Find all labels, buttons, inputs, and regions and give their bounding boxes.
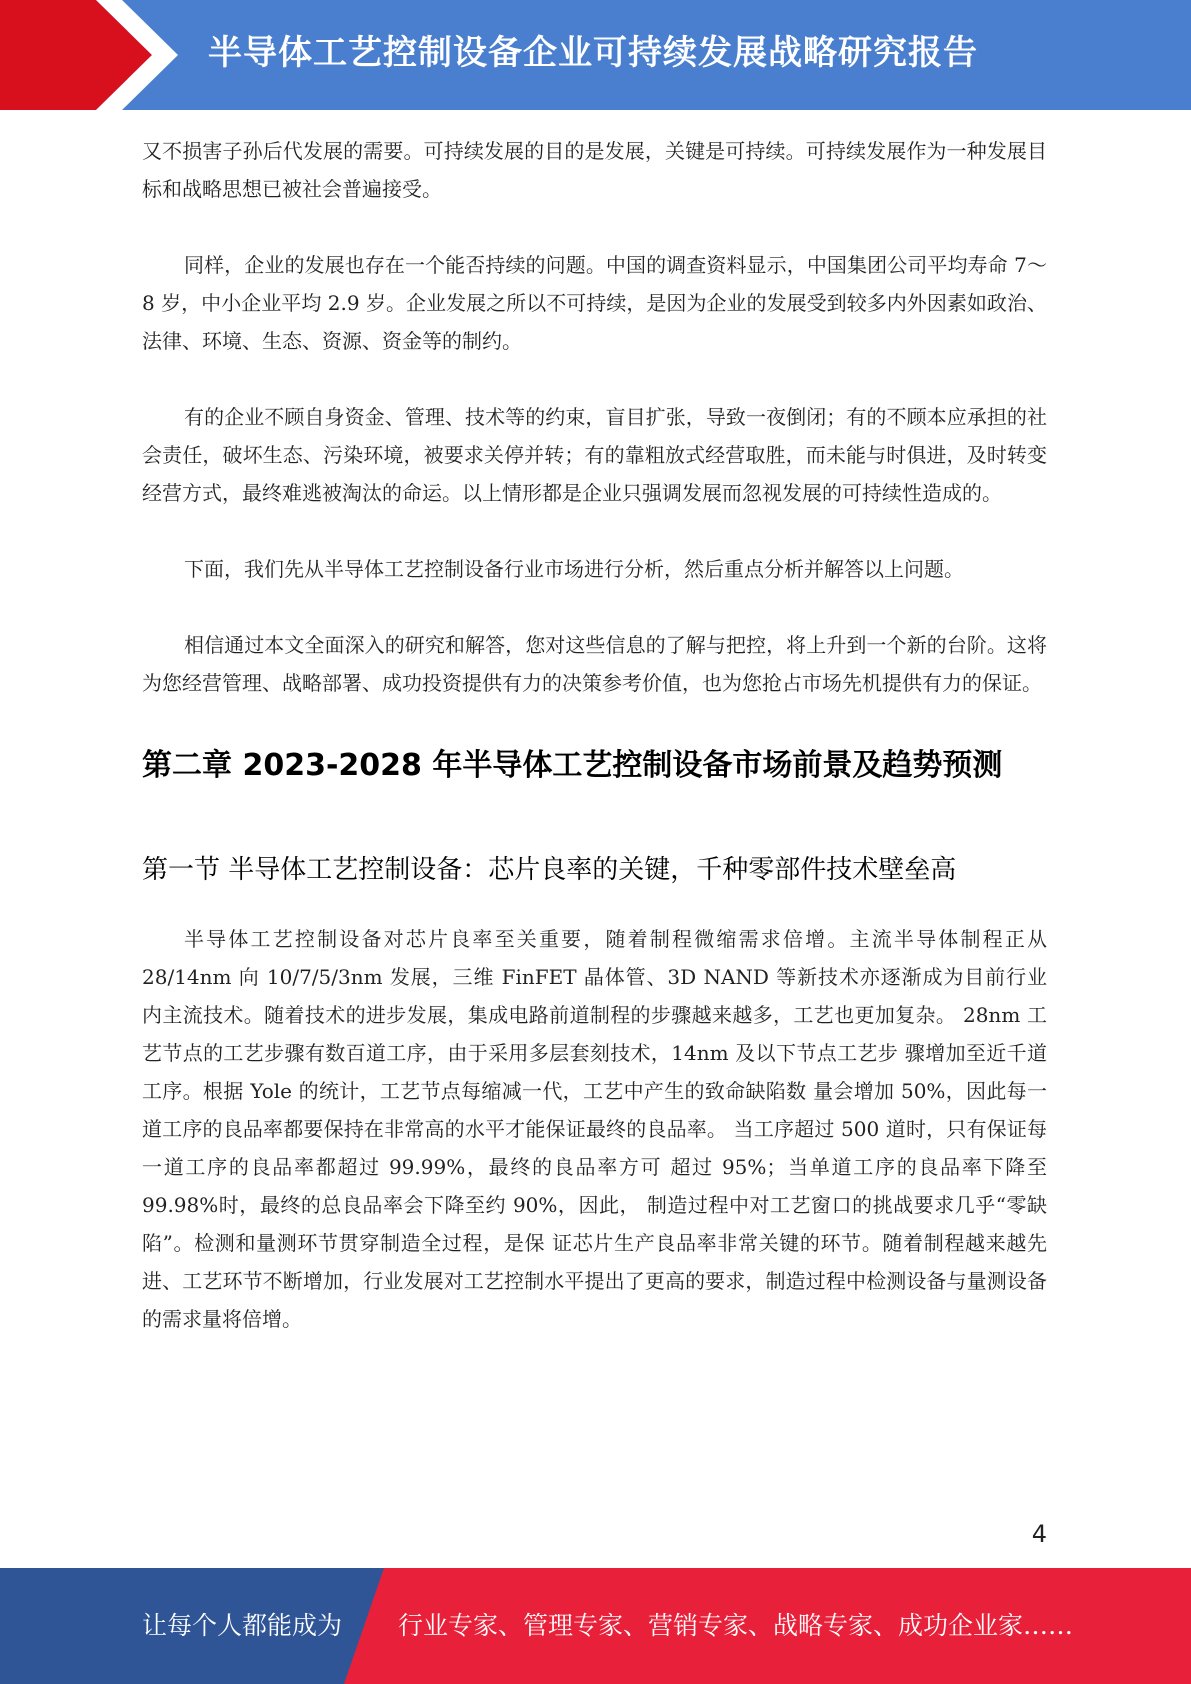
page-number: 4 — [1031, 1520, 1047, 1548]
footer-slogan-left: 让每个人都能成为 — [142, 1611, 343, 1640]
paragraph-6: 半导体工艺控制设备对芯片良率至关重要，随着制程微缩需求倍增。主流半导体制程正从 28/14nm 向 10/7/5/3nm 发展，三维 FinFET 晶体管、3D NAND 等新技术亦逐渐成为目前行业 内主流技术。随着技术的进步发展，集成电路前道制程的步骤越来越多，工艺也更加复杂。 28nm 工艺节点的工艺步骤有数百道工序，由于采用多层套刻技术，14nm 及以下节点工艺步 骤增加至近千道工序。根据 Yole 的统计，工艺节点每缩减一代，工艺中产生的致命缺陷数 量会增加 50%，因此每一道工序的良品率都要保持在非常高的水平才能保证最终的良品率。 当工序超过 500 道时，只有保证每一道工序的良品率都超过 99.99%，最终的良品率方可 超过 95%；当单道工序的良品率下降至 99.98%时，最终的总良品率会下降至约 90%，因此， 制造过程中对工艺窗口的挑战要求几乎“零缺陷”。检测和量测环节贯穿制造全过程，是保 证芯片生产良品率非常关键的环节。随着制程越来越先进、工艺环节不断增加，行业发展对工艺控制水平提出了更高的要求，制造过程中检测设备与量测设备的需求量将倍增。 — [142, 927, 1047, 1331]
chapter-title: 第二章 2023-2028 年半导体工艺控制设备市场前景及趋势预测 — [142, 748, 1003, 783]
section-title: 第一节 半导体工艺控制设备：芯片良率的关键，千种零部件技术壁垒高 — [142, 855, 957, 885]
page-header — [0, 0, 1191, 110]
paragraph-1: 又不损害子孙后代发展的需要。可持续发展的目的是发展，关键是可持续。可持续发展作为一种发展目标和战略思想已被社会普遍接受。 — [142, 139, 1047, 201]
page-footer — [0, 1568, 1191, 1684]
paragraph-3: 有的企业不顾自身资金、管理、技术等的约束，盲目扩张，导致一夜倒闭；有的不顾本应承担的社会责任，破坏生态、污染环境，被要求关停并转；有的靠粗放式经营取胜，而未能与时俱进，及时转变经营方式，最终难逃被淘汰的命运。以上情形都是企业只强调发展而忽视发展的可持续性造成的。 — [142, 405, 1047, 505]
document-body — [142, 132, 1047, 1338]
paragraph-5: 相信通过本文全面深入的研究和解答，您对这些信息的了解与把控，将上升到一个新的台阶。这将为您经营管理、战略部署、成功投资提供有力的决策参考价值，也为您抢占市场先机提供有力的保证。 — [142, 633, 1047, 695]
header-title: 半导体工艺控制设备企业可持续发展战略研究报告 — [208, 33, 978, 73]
paragraph-2: 同样，企业的发展也存在一个能否持续的问题。中国的调查资料显示，中国集团公司平均寿命 7～8 岁，中小企业平均 2.9 岁。企业发展之所以不可持续，是因为企业的发展受到较多内外因素如政治、法律、环境、生态、资源、资金等的制约。 — [142, 253, 1047, 353]
paragraph-4: 下面，我们先从半导体工艺控制设备行业市场进行分析，然后重点分析并解答以上问题。 — [184, 557, 964, 581]
footer-slogan-right: 行业专家、管理专家、营销专家、战略专家、成功企业家…… — [398, 1611, 1074, 1640]
